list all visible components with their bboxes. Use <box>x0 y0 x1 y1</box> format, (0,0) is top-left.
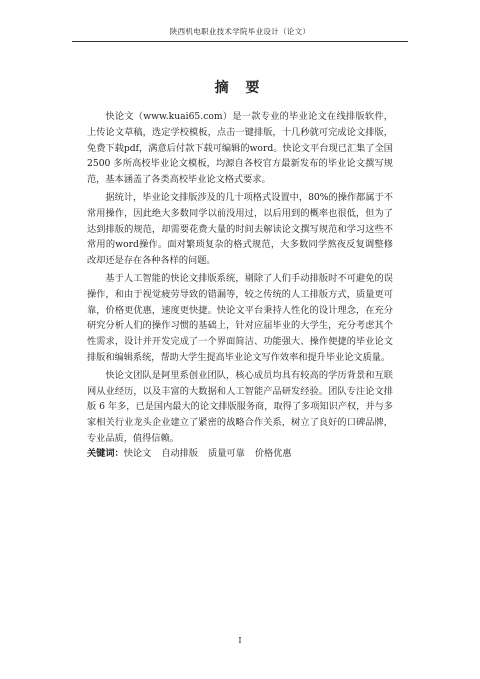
keywords-label: 关键词： <box>87 448 124 459</box>
keywords-line <box>87 446 393 461</box>
page-number: I <box>238 636 242 645</box>
abstract-paragraph: 基于人工智能的快论文排版系统，剔除了人们手动排版时不可避免的误操作，和由于视觉疲劳导致的错漏等，较之传统的人工排版方式，质量更可靠，价格更优惠，速度更快捷。快论文平台秉持人性化的设计理念，在充分研究分析人们的操作习惯的基础上，针对应届毕业的大学生，充分考虑其个性需求，设计并开发完成了一个界面简洁、功能强大、操作便捷的毕业论文排版和编辑系统，帮助大学生提高毕业论文写作效率和提升毕业论文质量。 <box>87 272 393 363</box>
abstract-paragraph: 快论文（www.kuai65.com）是一款专业的毕业论文在线排版软件，上传论文草稿，选定学校模板，点击一键排版，十几秒就可完成论文排版，免费下载pdf，满意后付款下载可编辑的word。快论文平台现已汇集了全国 2500 多所高校毕业论文模板，均源自各校官方最新发布的毕业论文撰写规范，基本涵盖了各类高校毕业论文格式要求。 <box>87 111 393 186</box>
abstract-body <box>87 109 393 449</box>
abstract-paragraph: 快论文团队是阿里系创业团队，核心成员均具有较高的学历背景和互联网从业经历，以及丰富的大数据和人工智能产品研发经验。团队专注论文排版 6 年多，已是国内最大的论文排版服务商，取得了多项知识产权，并与多家相关行业龙头企业建立了紧密的战略合作关系，树立了良好的口碑品牌，专业品质，值得信赖。 <box>87 369 393 444</box>
abstract-paragraph: 据统计，毕业论文排版涉及的几十项格式设置中，80%的操作都属于不常用操作，因此绝大多数同学以前没用过，以后用到的概率也很低，但为了达到排版的规范，却需要花费大量的时间去解读论文撰写规范和学习这些不常用的word操作。面对繁琐复杂的格式规范，大多数同学熬夜反复调整修改却还是存在各种各样的问题。 <box>87 191 393 267</box>
page-header: 陕西机电职业技术学院毕业设计（论文） <box>72 26 408 42</box>
keyword: 质量可靠 <box>208 448 245 459</box>
page-title: 摘 要 <box>214 80 266 96</box>
keyword: 自动排版 <box>161 448 199 459</box>
keyword: 价格优惠 <box>254 448 292 459</box>
keyword: 快论文 <box>123 448 152 459</box>
